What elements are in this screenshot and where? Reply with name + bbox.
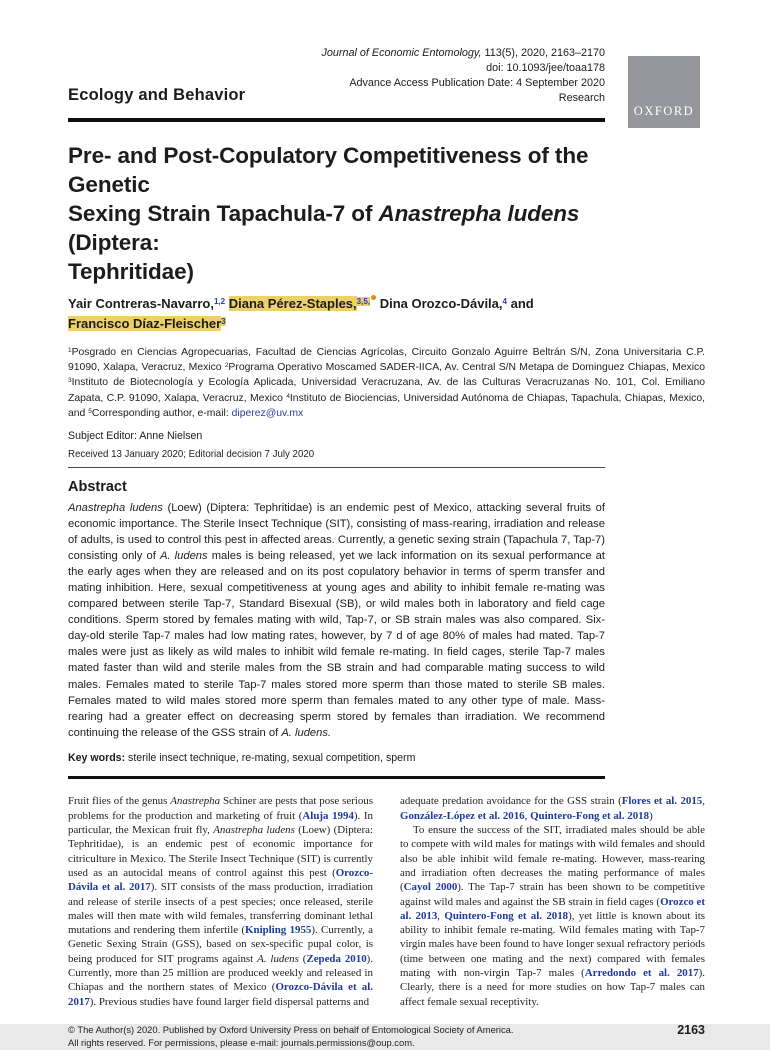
body-divider-rule [68,776,605,780]
keywords-line [68,752,705,764]
abstract-divider-rule [68,467,605,468]
masthead-citation-block [321,46,605,106]
inline-link[interactable]: 3,5, [356,296,371,306]
citation-link[interactable]: Flores et al. 2015 [621,795,703,808]
inline-link[interactable]: 3 [221,317,226,327]
citation-link[interactable]: Cayol 2000 [403,881,458,894]
text-run: Anastrepha ludens [68,501,163,514]
text-run: To ensure the success of the SIT, irradiated males should be able to compete with wild males for matings with wild females and should also be able inhibit wild female re-mating. However, mass-rearing and irradiation often decreases the mating performance of males ( [400,824,705,894]
keywords-text: sterile insect technique, re-mating, sexual competition, sperm [125,751,416,764]
article-title [68,141,628,286]
citation-link[interactable]: Orozco-Dávila et al. 2017 [68,866,373,894]
header-rule [68,118,605,122]
text-run: 4 [286,392,290,400]
section-heading: Ecology and Behavior [68,86,246,104]
text-run: males is being released, yet we lack information on its sexual performance at the early ages when they are released and on its post copulatory behavior in terms of sperm transfer and mating inhibition. Here, sexual competitiveness at young ages and ability to inhibit female re-mating was compared between sterile Tap-7, Standard Bisexual (SB), or wild males both in laboratory and field cage conditions. Sperm stored by females mating with wild, Tap-7, or SB strain males was also compared. Six-day-old sterile Tap-7 males had low mating rates, however, by 7 d of age 80% of males had mated. Tap-7 males were just as likely as wild males to inhibit wild female re-mating. In field cages, sterile Tap-7 males mated faster than wild and sterile males from the SB strain and had comparable mating success to wild males. Females mated to sterile Tap-7 males stored more sperm than those mated to sterile SB males. Females mated to wild males stored more sperm than females mated to any other type of male. Mass-rearing had a greater effect on decreasing sperm stored by females than irradiation. We recommend continuing the release of the GSS strain of [68,549,605,739]
text-run: ). Clearly, there is a need for more studies on how Tap-7 males can affect female sexual receptivity. [400,967,705,1008]
text-run: Journal of Economic Entomology, [321,47,482,59]
text-run: ) [649,809,653,822]
text-run: A. ludens. [281,726,332,739]
text-run: 1 [68,346,72,354]
text-run: ). Currently, more than 25 million are produced weekly and released in Chiapas and the northern states of Mexico ( [68,952,373,994]
text-run: Pre- and Post-Copulatory Competitiveness of the Genetic [68,142,589,197]
text-run: 5 [88,408,92,416]
citation-link[interactable]: Knipling 1955 [245,924,312,937]
abstract-heading: Abstract [68,478,127,495]
intro-paragraph-1-continued [400,794,705,823]
inline-link[interactable]: 4 [502,296,507,306]
advance-access-line: Advance Access Publication Date: 4 September 2020 [349,77,605,89]
author-line [68,295,628,336]
right-column [400,794,705,1008]
text-run: ( [298,952,307,965]
text-run: and [507,295,534,311]
page-number: 2163 [677,1022,705,1037]
affiliations [68,346,705,423]
citation-link[interactable]: Orozco et al. 2013 [400,895,705,922]
text-run: (Loew) (Diptera: Tephritidae), is an endemic pest of economic importance for citriculture in Mexico. The Sterile Insect Technique (SIT) is currently used as an autocidal means of control against this pest ( [68,824,373,879]
text-run: Fruit flies of the genus [68,795,171,808]
text-run: 2 [224,362,229,370]
intro-paragraph-2 [400,823,705,1009]
text-run: Instituto de Biociencias, Universidad Autónoma de Chiapas, Tapachula, Chiapas, Mexico, and [68,392,705,420]
abstract-text [68,500,605,741]
citation-link[interactable]: Quintero-Fong et al. 2018 [444,909,569,922]
received-line: Received 13 January 2020; Editorial decision 7 July 2020 [68,448,315,460]
text-run: adequate predation avoidance for the GSS strain ( [400,795,622,808]
text-run: ). Previous studies have found larger field dispersal patterns and [89,995,370,1008]
text-run: Francisco Díaz-Fleischer [68,316,222,331]
citation-link[interactable]: Quintero-Fong et al. 2018 [530,809,650,822]
copyright-line-1: © The Author(s) 2020. Published by Oxford University Press on behalf of Entomological Society of America. [68,1023,514,1035]
copyright-line-2: All rights reserved. For permissions, please e-mail: journals.permissions@oup.com. [68,1037,415,1049]
text-run: , [437,909,445,922]
oxford-logo-text: OXFORD [633,104,695,118]
text-run: Programa Operativo Moscamed SADER-IICA, Av. Central S/N Metapa de Dominguez Chiapas, Mexico [228,361,705,373]
oxford-logo [628,56,700,128]
text-run: Diana Pérez-Staples, [228,295,357,311]
text-run: Dina Orozco-Dávila, [376,295,503,311]
text-run: , [524,809,531,822]
keywords-label: Key words: [68,751,126,764]
intro-paragraph-1 [68,794,373,1008]
text-run: A. ludens [257,952,299,965]
page-content [68,46,705,1050]
citation-link[interactable]: Arredondo et al. 2017 [584,967,699,979]
text-run: Anastrepha [170,795,221,808]
text-run: ). The Tap-7 strain has been shown to be competitive against wild males and against the SB strain in field cages ( [400,881,706,908]
text-run: Yair Contreras-Navarro, [68,295,214,311]
page-footer [68,1023,705,1050]
text-run: ). Currently, a Genetic Sexing Strain (GSS), based on sex-specific pupal color, is being produced for SIT programs against [68,924,373,965]
text-run: Tephritidae) [68,258,194,284]
text-run: 3 [68,377,72,385]
research-category-label: Research [558,92,605,104]
text-run: 113(5), 2020, 2163–2170 [481,47,605,59]
text-run: Anastrepha ludens [378,200,580,226]
text-run: ). In particular, the Mexican fruit fly, [68,809,373,837]
text-run: ), yet little is known about its ability to inhibit female re-mating. Wild females mating with Tap-7 virgin males have been found to have longer sexual refractory periods (time between one mating and the next) compared with females mating with non-virgin Tap-7 males ( [400,909,706,979]
text-run: Posgrado en Ciencias Agropecuarias, Facultad de Ciencias Agrícolas, Circuito Gonzalo Aguirre Beltrán S/N, Zona Universitaria C.P. 91090, Xalapa, Veracruz, Mexico [68,346,705,373]
masthead [68,46,605,106]
citation-link[interactable]: Zepeda 2010 [306,952,367,965]
subject-editor-line: Subject Editor: Anne Nielsen [68,429,203,442]
inline-link[interactable]: 1,2 [213,296,226,306]
text-run: Sexing Strain Tapachula-7 of [68,200,379,226]
text-run: (Diptera: [68,229,160,255]
text-run: A. ludens [159,549,208,562]
citation-link[interactable]: Aluja 1994 [302,809,354,822]
journal-citation-line [321,46,605,61]
citation-link[interactable]: González-López et al. 2016 [400,809,525,822]
doi-line: doi: 10.1093/jee/toaa178 [486,62,605,74]
text-run: Schiner are pests that pose serious problems for the production and marketing of fruit ( [68,795,373,822]
body-columns [68,794,705,1008]
copyright-block [68,1023,514,1050]
text-run: (Loew) (Diptera: Tephritidae) is an endemic pest of Mexico, attacking several fruits of economic importance. The Sterile Insect Technique (SIT), consisting of mass-rearing, irradiation and release of adults, is used to control this pest in affected areas. Currently, a genetic sexing strain (Tapachula 7, Tap-7) consisting only of [68,501,606,562]
text-run: Corresponding author, e-mail: [91,408,232,420]
text-run: Anastrepha ludens [213,824,295,837]
citation-link[interactable]: Orozco-Dávila et al. 2017 [68,981,373,1008]
left-column [68,794,373,1008]
text-run: Instituto de Biotecnología y Ecología Aplicada, Universidad Veracruzana, Av. de las Culturas Veracruzanas No. 101, Col. Emiliano Zapata, C.P. 91090, Xalapa, Veracruz, Mexico [68,377,705,404]
text-run: ). SIT consists of the mass production, irradiation and release of sterile insects of a pest species; once released, sterile males will then mate with wild females, transferring dominant lethal mutations and rendering them infertile ( [68,881,373,937]
corresponding-email-link[interactable]: diperez@uv.mx [231,408,304,420]
text-run: , [702,795,705,808]
